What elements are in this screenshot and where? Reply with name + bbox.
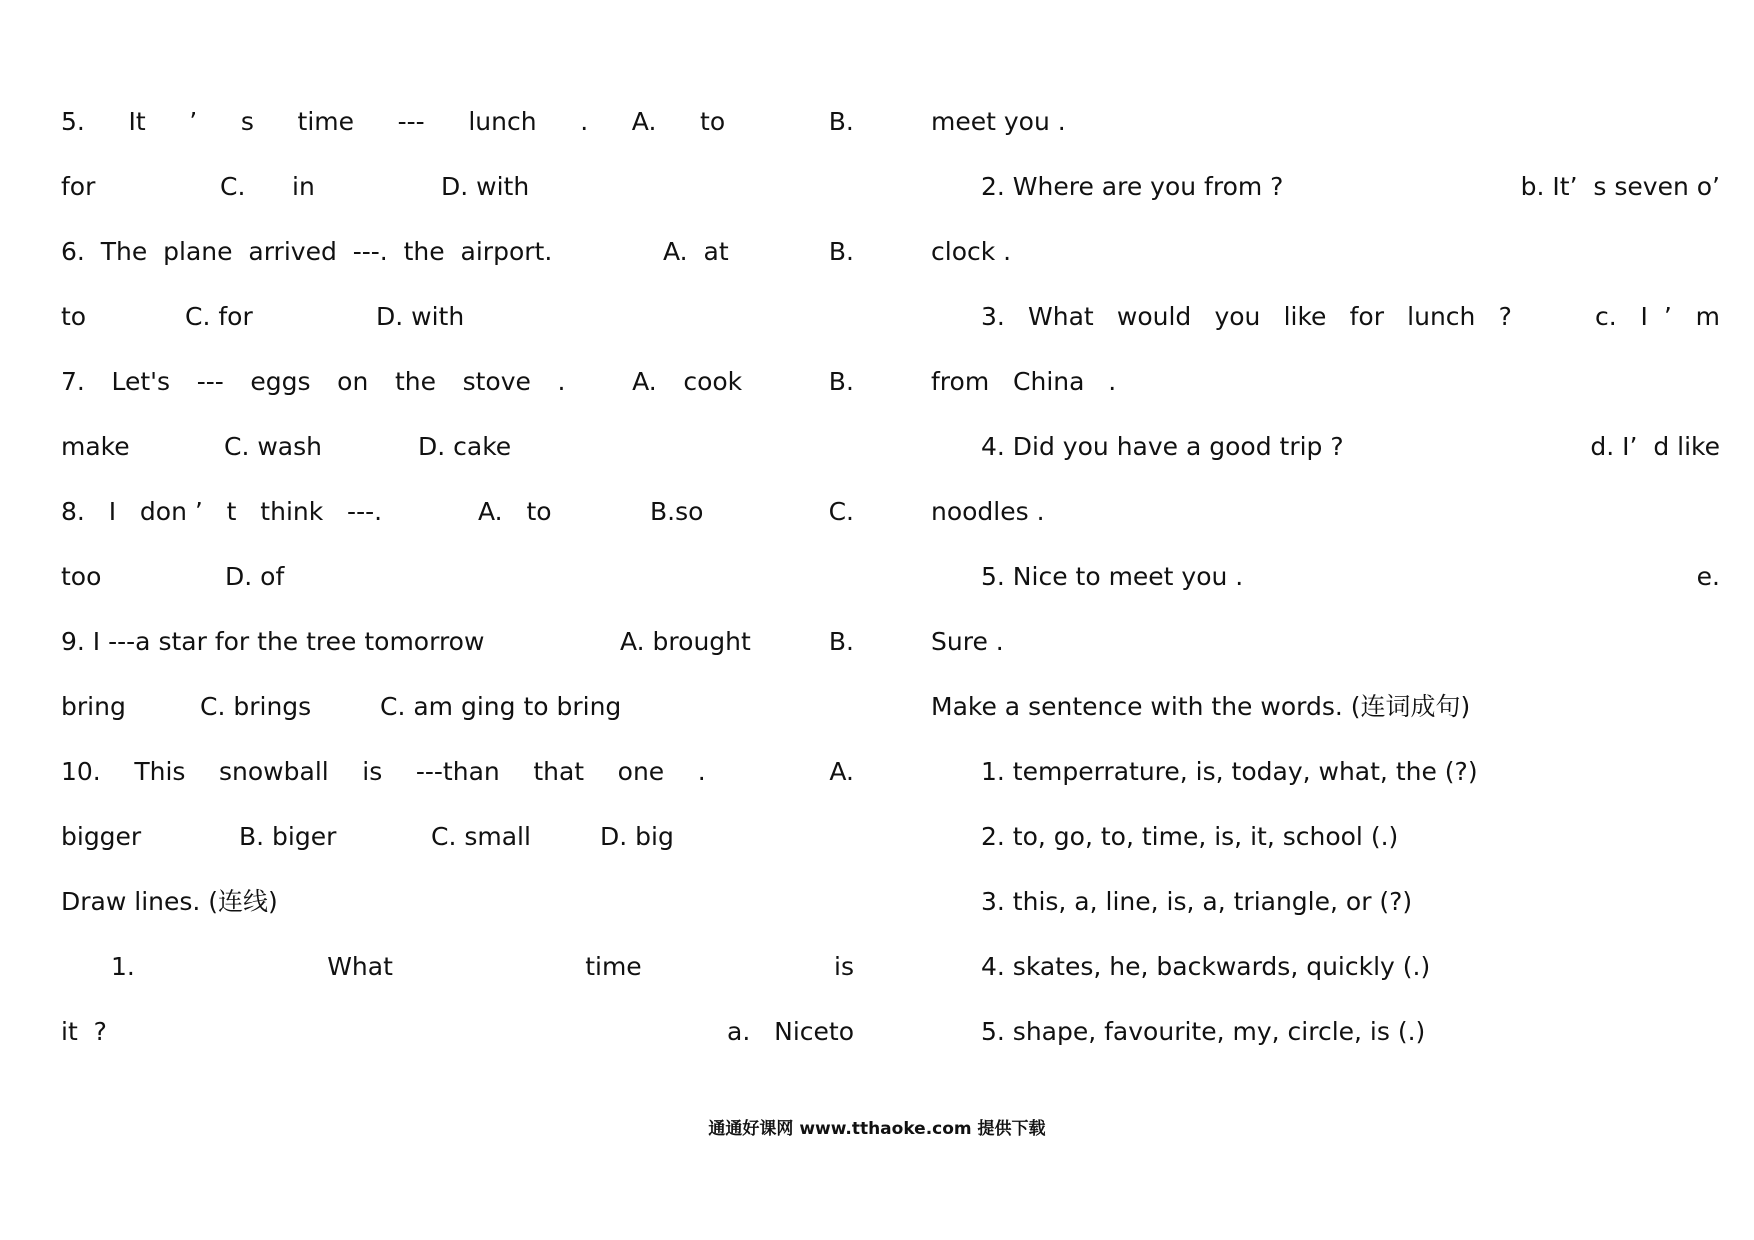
q5-option: D. with bbox=[441, 172, 530, 201]
draw-item-5-continued bbox=[931, 624, 1720, 660]
question-10-line bbox=[61, 754, 854, 790]
draw-item-2-continued bbox=[931, 234, 1720, 270]
q5-token: to bbox=[700, 107, 726, 136]
d3-token: 3. bbox=[981, 302, 1005, 331]
question-5-continued bbox=[61, 169, 854, 205]
question-7-continued bbox=[61, 429, 854, 465]
q10-token: is bbox=[362, 757, 383, 786]
sentence-text: 1. temperrature, is, today, what, the (?) bbox=[981, 757, 1478, 786]
d1-token: What bbox=[327, 952, 393, 981]
d1-token: 1. bbox=[111, 952, 135, 981]
d3-token: would bbox=[1116, 302, 1192, 331]
sentence-text: 5. shape, favourite, my, circle, is (.) bbox=[981, 1017, 1426, 1046]
q7-option: C. wash bbox=[224, 432, 322, 461]
q7-option: make bbox=[61, 432, 130, 461]
d3-token: you bbox=[1214, 302, 1261, 331]
q8-option: too bbox=[61, 562, 102, 591]
q10-token: that bbox=[533, 757, 585, 786]
page-footer: 通通好课网 www.tthaoke.com 提供下载 bbox=[708, 1119, 1046, 1139]
q10-option: bigger bbox=[61, 822, 142, 851]
q10-token: one bbox=[617, 757, 665, 786]
question-9-continued bbox=[61, 689, 854, 725]
q5-token: B. bbox=[828, 107, 854, 136]
q7-option: D. cake bbox=[418, 432, 512, 461]
q5-token: ’ bbox=[189, 107, 198, 136]
q5-token: A. bbox=[631, 107, 657, 136]
q6-option-b: B. bbox=[828, 237, 854, 266]
question-8-line bbox=[61, 494, 854, 530]
d1-question-end: it ? bbox=[61, 1017, 107, 1046]
q5-token: time bbox=[297, 107, 355, 136]
d1-answer-a: a. Niceto bbox=[727, 1017, 854, 1046]
q10-token: ---than bbox=[415, 757, 500, 786]
q6-option: to bbox=[61, 302, 87, 331]
q5-option: for bbox=[61, 172, 96, 201]
question-5-line bbox=[61, 104, 854, 140]
q6-option: C. for bbox=[185, 302, 253, 331]
q10-token: snowball bbox=[219, 757, 329, 786]
d4-answer-continued: noodles . bbox=[931, 497, 1045, 526]
sentence-item bbox=[931, 819, 1720, 855]
question-6-continued bbox=[61, 299, 854, 335]
q7-token: --- bbox=[196, 367, 224, 396]
q7-token: 7. bbox=[61, 367, 85, 396]
d5-answer-e: e. bbox=[1696, 562, 1720, 591]
d1-token: time bbox=[585, 952, 642, 981]
q8-option-a: A. to bbox=[478, 497, 552, 526]
section-heading: Make a sentence with the words. (连词成句) bbox=[931, 692, 1471, 721]
d4-question: 4. Did you have a good trip ? bbox=[981, 432, 1344, 461]
sentence-text: 2. to, go, to, time, is, it, school (.) bbox=[981, 822, 1399, 851]
q9-option: C. brings bbox=[200, 692, 312, 721]
draw-item-3-continued bbox=[931, 364, 1720, 400]
sentence-text: 4. skates, he, backwards, quickly (.) bbox=[981, 952, 1431, 981]
sentence-item bbox=[931, 754, 1720, 790]
q7-token: stove bbox=[462, 367, 531, 396]
q9-option-b: B. bbox=[828, 627, 854, 656]
d5-answer-continued: Sure . bbox=[931, 627, 1004, 656]
q10-token: . bbox=[697, 757, 706, 786]
draw-item-4-continued bbox=[931, 494, 1720, 530]
sentence-text: 3. this, a, line, is, a, triangle, or (?) bbox=[981, 887, 1413, 916]
draw-item-5-line bbox=[931, 559, 1720, 595]
d3-token: What bbox=[1028, 302, 1094, 331]
q5-option: in bbox=[292, 172, 315, 201]
draw-lines-heading bbox=[61, 884, 854, 920]
q7-token: cook bbox=[683, 367, 743, 396]
d2-answer-b: b. It’ s seven o’ bbox=[1520, 172, 1720, 201]
d3-token: ? bbox=[1498, 302, 1512, 331]
q5-token: s bbox=[240, 107, 254, 136]
d3-token: for bbox=[1349, 302, 1384, 331]
q5-token: It bbox=[128, 107, 146, 136]
q8-option-b: B.so bbox=[650, 497, 704, 526]
q7-token: eggs bbox=[250, 367, 311, 396]
q5-option: C. bbox=[220, 172, 246, 201]
q7-token: B. bbox=[828, 367, 854, 396]
q8-option-c: C. bbox=[828, 497, 854, 526]
answer-a-continued bbox=[931, 104, 1720, 140]
q7-token: Let's bbox=[111, 367, 171, 396]
q10-token: 10. bbox=[61, 757, 101, 786]
make-sentence-heading bbox=[931, 689, 1720, 725]
question-6-line bbox=[61, 234, 854, 270]
sentence-item bbox=[931, 949, 1720, 985]
q9-option: C. am ging to bring bbox=[380, 692, 622, 721]
q9-option: bring bbox=[61, 692, 126, 721]
q5-token: . bbox=[580, 107, 589, 136]
draw-item-3-line bbox=[931, 299, 1720, 335]
question-7-line bbox=[61, 364, 854, 400]
q6-text: 6. The plane arrived ---. the airport. bbox=[61, 237, 553, 266]
q9-text: 9. I ---a star for the tree tomorrow bbox=[61, 627, 485, 656]
d3-answer-continued: from China . bbox=[931, 367, 1117, 396]
d1-answer-continued: meet you . bbox=[931, 107, 1066, 136]
d3-token: like bbox=[1283, 302, 1327, 331]
sentence-item bbox=[931, 884, 1720, 920]
q6-option: D. with bbox=[376, 302, 465, 331]
q10-token: A. bbox=[829, 757, 854, 786]
sentence-item bbox=[931, 1014, 1720, 1050]
q10-option: B. biger bbox=[239, 822, 337, 851]
d3-token: lunch bbox=[1407, 302, 1476, 331]
q8-option: D. of bbox=[225, 562, 285, 591]
q8-text: 8. I don ’ t think ---. bbox=[61, 497, 383, 526]
d3-answer-c: c. I ’ m bbox=[1595, 302, 1720, 331]
d1-token: is bbox=[834, 952, 854, 981]
d2-answer-continued: clock . bbox=[931, 237, 1012, 266]
q5-token: 5. bbox=[61, 107, 85, 136]
draw-item-1-line bbox=[61, 949, 854, 985]
d2-question: 2. Where are you from ? bbox=[981, 172, 1284, 201]
q7-token: the bbox=[394, 367, 436, 396]
draw-item-2-line bbox=[931, 169, 1720, 205]
q5-token: lunch bbox=[468, 107, 537, 136]
d5-question: 5. Nice to meet you . bbox=[981, 562, 1244, 591]
q7-token: A. bbox=[632, 367, 657, 396]
q10-option: D. big bbox=[600, 822, 674, 851]
q10-option: C. small bbox=[431, 822, 531, 851]
question-10-continued bbox=[61, 819, 854, 855]
q7-token: . bbox=[557, 367, 566, 396]
q10-token: This bbox=[134, 757, 186, 786]
question-9-line bbox=[61, 624, 854, 660]
d4-answer-d: d. I’ d like bbox=[1590, 432, 1720, 461]
q6-option-a: A. at bbox=[663, 237, 729, 266]
question-8-continued bbox=[61, 559, 854, 595]
q7-token: on bbox=[337, 367, 369, 396]
section-heading: Draw lines. (连线) bbox=[61, 887, 278, 916]
draw-item-1-continued bbox=[61, 1014, 854, 1050]
q5-token: --- bbox=[397, 107, 425, 136]
draw-item-4-line bbox=[931, 429, 1720, 465]
q9-option-a: A. brought bbox=[620, 627, 751, 656]
